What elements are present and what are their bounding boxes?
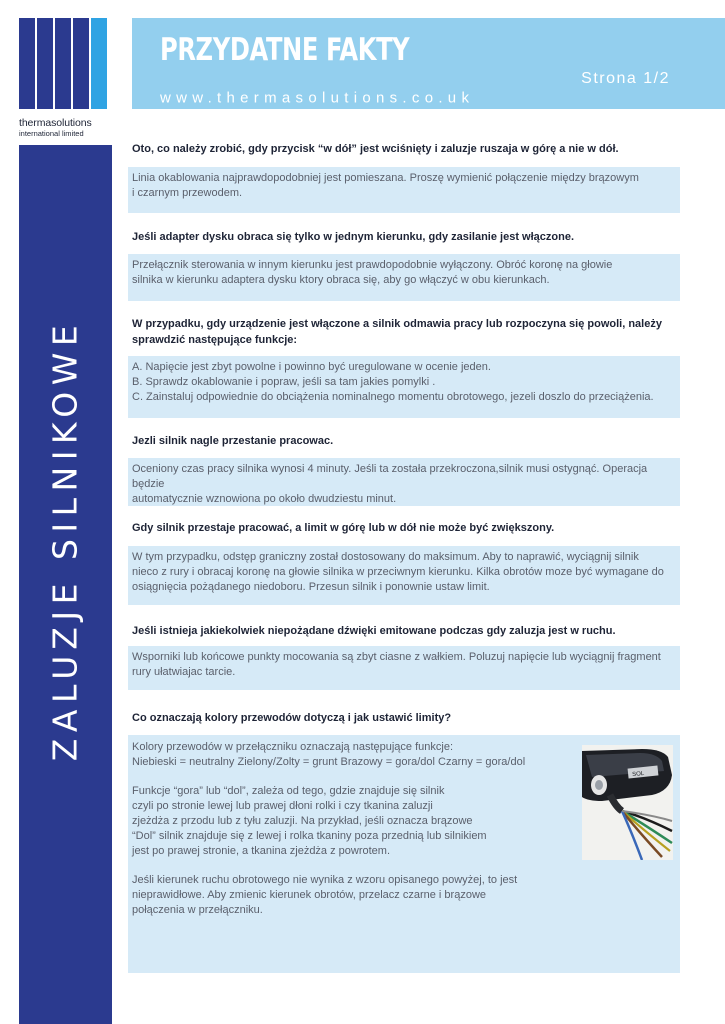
faq-question: W przypadku, gdy urządzenie jest włączone a silnik odmawia pracy lub rozpoczyna się powoli, należy sprawdzić następujące funkcje: [132,318,662,346]
answer-line: Linia okablowania najprawdopodobniej jest pomieszana. Proszę wymienić połączenie między brązowym [132,172,639,184]
answer-line: czyli po stronie lewej lub prawej dłoni rolki i czy tkanina zaluzji [132,800,433,812]
sidebar-band [19,145,112,1024]
logo-bar [19,18,35,109]
sidebar-heading: ZALUZJE SILNIKOWE [45,318,85,762]
logo-bar [55,18,71,109]
website-link[interactable]: www.thermasolutions.co.uk [160,89,475,107]
faq-answer [128,546,680,605]
answer-line: silnika w kierunku adaptera dysku ktory obraca się, aby go włączyć w obu kierunkach. [132,274,550,286]
answer-line: Wsporniki lub końcowe punkty mocowania są zbyt ciasne z wałkiem. Poluzuj napięcie lub wyciągnij fragment [132,651,661,663]
answer-line: nieco z rury i obracaj koronę na głowie silnika w przeciwnym kierunku. Kilka obrotów moze być wymagane do [132,566,664,578]
faq-answer [128,646,680,690]
answer-line: osiągnięcia pożądanego niedoboru. Przesun silnik i ponownie ustaw limit. [132,581,490,593]
answer-line: Przełącznik sterowania w innym kierunku jest prawdopodobnie wyłączony. Obróć koronę na głowie [132,259,613,271]
company-logo [19,18,114,138]
faq-question: Jeśli istnieja jakiekolwiek niepożądane dźwięki emitowane podczas gdy zaluzja jest w ruchu. [132,625,616,637]
answer-line: połączenia w przełączniku. [132,904,263,916]
motor-wires-photo [582,745,673,860]
faq-question: Gdy silnik przestaje pracować, a limit w górę lub w dół nie może być zwiększony. [132,522,555,534]
motor-wires-image [582,745,673,860]
faq-question: Jezli silnik nagle przestanie pracowac. [132,435,334,447]
faq-question: Co oznaczają kolory przewodów dotyczą i jak ustawić limity? [132,712,452,724]
header-banner [132,18,725,109]
faq-question: Jeśli adapter dysku obraca się tylko w jednym kierunku, gdy zasilanie jest włączone. [132,231,575,243]
answer-line: Kolory przewodów w przełączniku oznaczają następujące funkcje: [132,741,454,753]
answer-line: C. Zainstaluj odpowiednie do obciążenia nominalnego momentu obrotowego, jezeli doszlo do przeciążenia. [132,391,654,403]
answer-line: Niebieski = neutralny Zielony/Zolty = grunt Brazowy = gora/dol Czarny = gora/dol [132,756,526,768]
logo-bar [73,18,89,109]
faq-answer [128,458,680,506]
answer-line: B. Sprawdz okablowanie i popraw, jeśli sa tam jakies pomylki . [132,376,436,388]
faq-answer [128,167,680,213]
answer-line: jest po prawej stronie, a tkanina zjeżdża z powrotem. [132,845,391,857]
page-title: PRZYDATNE FAKTY [160,32,410,68]
answer-line: i czarnym przewodem. [132,187,243,199]
faq-answer [128,254,680,301]
answer-line: Funkcje “gora” lub “dol”, zależa od tego, gdzie znajduje się silnik [132,785,445,797]
answer-line: rury ułatwiajac tarcie. [132,666,236,678]
answer-line: A. Napięcie jest zbyt powolne i powinno być uregulowane w ocenie jeden. [132,361,491,373]
logo-bar [91,18,107,109]
answer-line: Oceniony czas pracy silnika wynosi 4 minuty. Jeśli ta została przekroczona,silnik musi ostygnąć. Operacja będzie [132,463,648,490]
logo-company-name: thermasolutions [19,117,92,129]
answer-line: Jeśli kierunek ruchu obrotowego nie wynika z wzoru opisanego powyżej, to jest [132,874,518,886]
page-number: Strona 1/2 [581,70,670,87]
answer-line: automatycznie wznowiona po około dwudziestu minut. [132,493,397,505]
photo-label: SOL [631,770,645,779]
answer-line: “Dol” silnik znajduje się z lewej i rolka tkaniny poza przednią lub silnikiem [132,830,487,842]
logo-bar [37,18,53,109]
logo-bars [19,18,114,109]
faq-question: Oto, co należy zrobić, gdy przycisk “w dół” jest wciśnięty i zaluzje ruszaja w górę a nie w dół. [132,143,619,155]
faq-answer [128,356,680,418]
logo-company-subtitle: international limited [19,129,84,138]
answer-line: W tym przypadku, odstęp graniczny został dostosowany do maksimum. Aby to naprawić, wyciągnij silnik [132,551,639,563]
answer-line: zjeżdża z przodu lub z tyłu zaluzji. Na przykład, jeśli oznacza brązowe [132,815,473,827]
answer-line: nieprawidłowe. Aby zmienic kierunek obrotów, przelacz czarne i brązowe [132,889,487,901]
